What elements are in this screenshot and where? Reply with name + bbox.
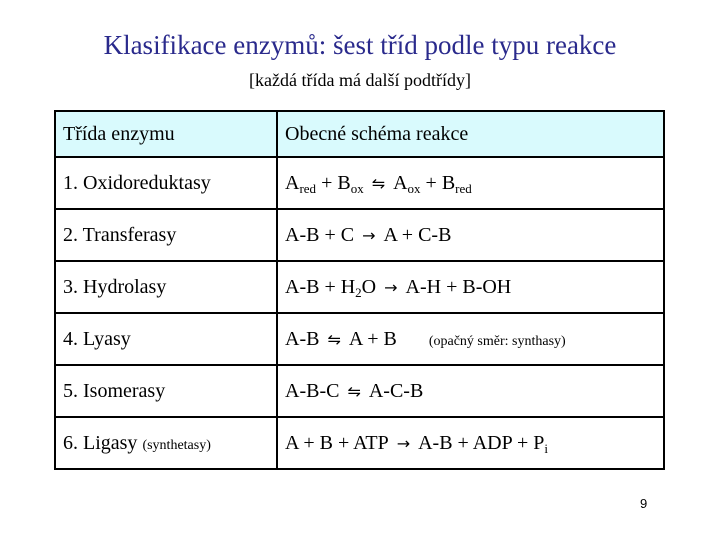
page-subtitle: [každá třída má další podtřídy] [249,70,471,90]
enzyme-class-note: (synthetasy) [142,437,211,453]
reaction-text: A [393,171,408,194]
enzyme-class-cell [55,261,277,313]
reaction-text: A + C-B [383,223,452,246]
reaction-subscript: i [544,440,549,456]
right-arrow-icon: → [384,277,398,297]
table-row [55,209,664,261]
page-number: 9 [640,496,648,511]
reaction-text: A + B + ATP [285,431,389,454]
equilibrium-arrow-icon: ⇋ [347,381,361,401]
reaction-subscript: 2 [355,284,362,300]
enzyme-class-cell [55,157,277,209]
enzyme-class-cell [55,417,277,469]
reaction-scheme-cell [277,313,664,365]
reaction-scheme-cell [277,209,664,261]
enzyme-class-name: 2. Transferasy [63,223,177,246]
reaction-text: A-H + B-OH [405,275,512,298]
reaction-subscript: ox [350,180,364,196]
header-enzyme-class: Třída enzymu [55,111,277,157]
reaction-scheme-cell [277,365,664,417]
reaction-text: A-B [285,327,320,350]
reaction-scheme-cell [277,157,664,209]
right-arrow-icon: → [362,225,376,245]
enzyme-class-name: 6. Ligasy [63,431,138,454]
reaction-text: A-B + H [285,275,356,298]
reaction-scheme-cell [277,261,664,313]
reaction-text: A-B + ADP + P [418,431,545,454]
reaction-text: A-C-B [368,379,424,402]
enzyme-class-name: 3. Hydrolasy [63,275,167,298]
header-reaction-scheme: Obecné schéma reakce [277,111,664,157]
reaction-text: + B [420,171,456,194]
equilibrium-arrow-icon: ⇋ [327,329,341,349]
equilibrium-arrow-icon: ⇋ [371,173,386,193]
enzyme-class-cell [55,209,277,261]
page-title: Klasifikace enzymů: šest tříd podle typu reakce [103,30,617,60]
reaction-scheme-cell [277,417,664,469]
reaction-text: A-B + C [285,223,355,246]
reaction-subscript: ox [407,180,421,196]
enzyme-class-cell [55,313,277,365]
reaction-text: O [361,275,377,298]
right-arrow-icon: → [396,433,411,453]
reaction-subscript: red [455,180,472,196]
table-row [55,261,664,313]
reaction-subscript: red [299,180,317,196]
table-row [55,365,664,417]
table-row [55,313,664,365]
enzyme-class-cell [55,365,277,417]
enzyme-class-name: 5. Isomerasy [63,379,166,402]
reaction-note: (opačný směr: synthasy) [428,333,566,349]
reaction-text: A [285,171,300,194]
reaction-text: + B [316,171,351,194]
enzyme-class-name: 4. Lyasy [63,327,131,350]
enzyme-class-name: 1. Oxidoreduktasy [63,171,211,194]
enzyme-class-table [54,110,665,470]
reaction-text: A-B-C [285,379,340,402]
reaction-text: A + B [348,327,397,350]
table-header-row [55,111,664,157]
table-row [55,417,664,469]
table-row [55,157,664,209]
